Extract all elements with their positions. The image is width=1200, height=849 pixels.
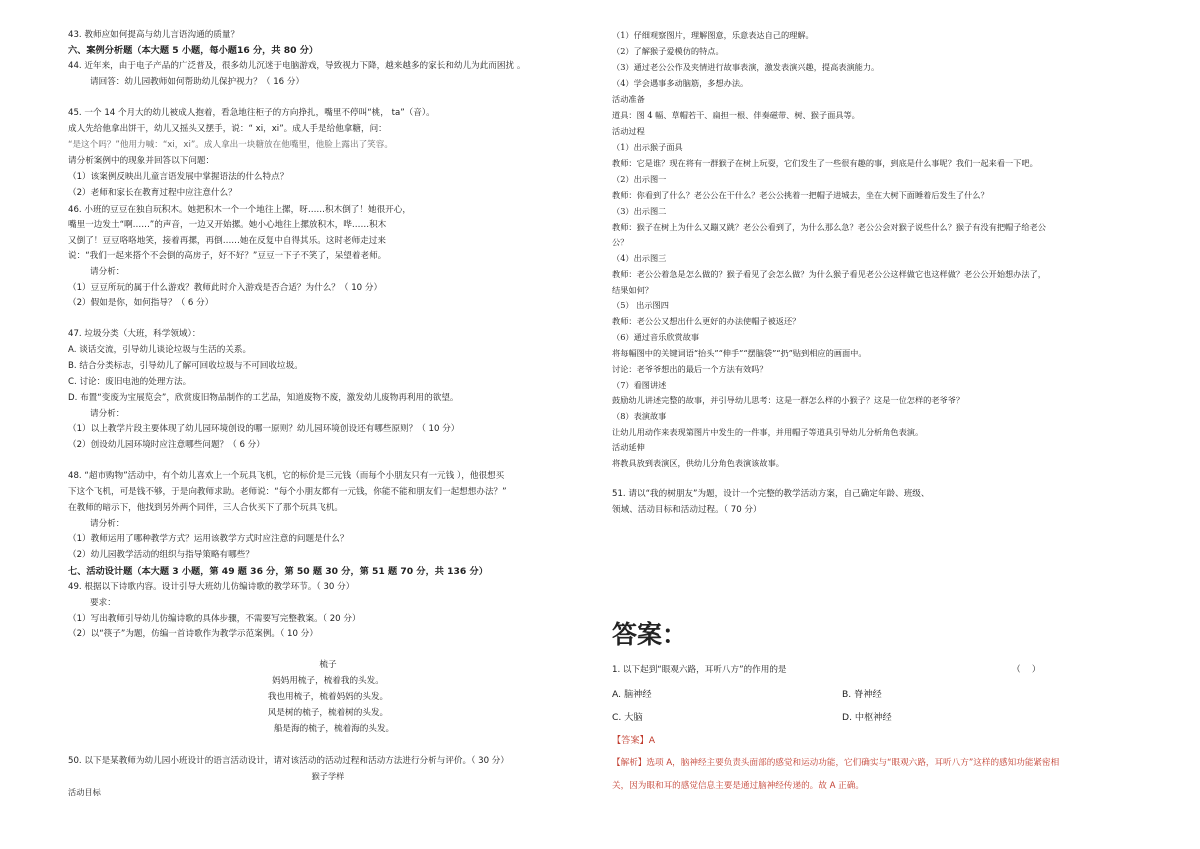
question-48-line2: 下这个飞机，可是钱不够，于是向教师求助。老师说：“每个小朋友都有一元钱，你能不能和朋友们一起想想办法？” xyxy=(68,487,507,497)
step-2: （2）出示图一 xyxy=(612,174,667,184)
answer-key: 【答案】A xyxy=(612,735,656,746)
question-46-sub1: （1）豆豆所玩的属于什么游戏？教师此时介入游戏是否合适？为什么？（ 10 分） xyxy=(68,283,383,293)
question-51-line2: 领域、活动目标和活动过程。（ 70 分） xyxy=(612,505,762,515)
step-4: （4）出示图三 xyxy=(612,253,667,263)
poem-line-4: 船是海的梳子，梳着海的头发。 xyxy=(273,724,395,734)
step-7: （7）看图讲述 xyxy=(612,380,667,390)
step-7-text: 鼓励幼儿讲述完整的故事，并引导幼儿思考：这是一群怎么样的小猴子？这是一位怎样的老爷爷？ xyxy=(612,395,965,405)
question-45-sub1: （1）该案例反映出儿童言语发展中掌握语法的什么特点？ xyxy=(68,172,289,182)
question-50-title: 猴子学样 xyxy=(311,771,345,781)
answer-heading: 答案： xyxy=(612,620,688,649)
question-47-d: D. 布置“变废为宝展览会”，欣赏废旧物品制作的工艺品，知道废物不废，激发幼儿废物再利用的欲望。 xyxy=(68,393,459,403)
extension-heading: 活动延伸 xyxy=(612,442,645,452)
goal-1: （1）仔细观察图片，理解图意，乐意表达自己的理解。 xyxy=(612,30,814,40)
question-46-prompt: 请分析： xyxy=(90,267,125,277)
question-47-a: A. 谈话交流，引导幼儿谈论垃圾与生活的关系。 xyxy=(68,345,252,355)
section-7-heading: 七、活动设计题（本大题 3 小题，第 49 题 36 分，第 50 题 30 分，第 51 题 70 分，共 136 分） xyxy=(68,566,488,577)
step-4-teacher-cont: 结果如何？ xyxy=(612,285,653,295)
goal-4: （4）学会遇事多动脑筋，多想办法。 xyxy=(612,78,749,88)
goal-2: （2）了解猴子爱模仿的特点。 xyxy=(612,46,724,56)
prep-heading: 活动准备 xyxy=(612,94,645,104)
question-44-line1: 44. 近年来，由于电子产品的广泛普及，很多幼儿沉迷于电脑游戏，导致视力下降，越来越多的家长和幼儿为此而困扰 。 xyxy=(68,61,526,71)
question-46-sub2: （2）假如是你，如何指导？（ 6 分） xyxy=(68,298,214,308)
step-8: （8）表演故事 xyxy=(612,411,667,421)
poem-line-3: 风是树的梳子，梳着树的头发。 xyxy=(267,708,389,718)
question-47-b: B. 结合分类标志，引导幼儿了解可回收垃圾与不可回收垃圾。 xyxy=(68,361,303,371)
question-48-prompt: 请分析： xyxy=(90,519,125,529)
step-3: （3）出示图二 xyxy=(612,206,667,216)
goal-3: （3）通过老公公作及夹情进行故事表演，激发表演兴趣，提高表演能力。 xyxy=(612,62,880,72)
section-6-heading: 六、案例分析题（本大题 5 小题，每小题16 分，共 80 分） xyxy=(68,45,319,56)
poem-title: 梳子 xyxy=(319,660,337,670)
step-3-teacher: 教师：猴子在树上为什么又蹦又跳？老公公看到了，为什么那么急？老公公会对猴子说些什么？猴子有没有把帽子给老公 xyxy=(612,222,1046,232)
step-2-teacher: 教师：你看到了什么？老公公在干什么？老公公挑着一把帽子进城去，坐在大树下面睡着后发生了什么？ xyxy=(612,190,989,200)
question-50-goal: 活动目标 xyxy=(68,787,101,797)
prep-props: 道具：图 4 幅、草帽若干、扁担一根、伴奏磁带、树、猴子面具等。 xyxy=(612,110,860,120)
question-45-sub2: （2）老师和家长在教育过程中应注意什么？ xyxy=(68,188,237,198)
question-48-sub2: （2）幼儿园教学活动的组织与指导策略有哪些？ xyxy=(68,550,254,560)
question-49-sub1: （1）写出教师引导幼儿仿编诗歌的具体步骤，不需要写完整教案。（ 20 分） xyxy=(68,614,361,624)
option-b: B. 脊神经 xyxy=(842,689,882,700)
step-8-text: 让幼儿用动作来表现第图片中发生的一件事，并用帽子等道具引导幼儿分析角色表演。 xyxy=(612,427,924,437)
explanation-line2: 关，因为眼和耳的感觉信息主要是通过脑神经传递的。故 A 正确。 xyxy=(612,781,864,791)
question-46-line3: 又倒了！豆豆咯咯地笑，接着再摞，再倒……她在反复中自得其乐。这时老师走过来 xyxy=(68,236,386,246)
question-48-line1: 48. “超市购物”活动中，有个幼儿喜欢上一个玩具飞机，它的标价是三元钱（而每个小朋友只有一元钱 ），他很想买 xyxy=(68,471,505,481)
step-5: （5） 出示图四 xyxy=(612,300,669,310)
question-49-req: 要求： xyxy=(90,598,116,608)
question-47-c: C. 讨论：废旧电池的处理方法。 xyxy=(68,377,192,387)
question-50-line1: 50. 以下是某教师为幼儿园小班设计的语言活动设计，请对该活动的活动过程和活动方法进行分析与评价。（ 30 分） xyxy=(68,756,509,766)
question-48-line3: 在教师的暗示下，他找到另外两个同伴，三人合伙买下了那个玩具飞机。 xyxy=(68,503,344,513)
process-heading: 活动过程 xyxy=(612,126,645,136)
question-49-sub2: （2）以“筷子”为题，仿编一首诗歌作为教学示范案例。（ 10 分） xyxy=(68,629,318,639)
step-1: （1）出示猴子面具 xyxy=(612,142,683,152)
question-45-line1: 45. 一个 14 个月大的幼儿被成人抱着，看急地往柜子的方向挣扎，嘴里不停叫“桃， ta”（音）。 xyxy=(68,108,435,118)
question-49-line1: 49. 根据以下诗歌内容。设计引导大班幼儿仿编诗歌的教学环节。（ 30 分） xyxy=(68,582,355,592)
explanation-line1: 【解析】选项 A，脑神经主要负责头面部的感觉和运动功能，它们确实与“眼观六路，耳听八方”这样的感知功能紧密相 xyxy=(612,758,1060,768)
option-c: C. 大脑 xyxy=(612,712,643,723)
step-3-teacher-cont: 公？ xyxy=(612,237,629,247)
step-6-discuss: 讨论：老爷爷想出的最后一个方法有效吗？ xyxy=(612,364,768,374)
extension-text: 将教具放到表演区，供幼儿分角色表演该故事。 xyxy=(612,458,784,468)
step-1-teacher: 教师：它是谁？现在将有一群猴子在树上玩耍，它们发生了一些很有趣的事，到底是什么事呢？我们一起来看一下吧。 xyxy=(612,158,1038,168)
question-46-line1: 46. 小班的豆豆在独自玩积木。她把积木一个一个地往上摞，呀……积木倒了！她很开心， xyxy=(68,205,411,215)
question-44-line2: 请回答：幼儿园教师如何帮助幼儿保护视力？（ 16 分） xyxy=(90,77,305,87)
step-5-teacher: 教师：老公公又想出什么更好的办法使帽子被返还？ xyxy=(612,316,801,326)
question-45-line3: “是这个吗？”他用力喊：“xi，xi”。成人拿出一块糖放在他嘴里，他脸上露出了笑容。 xyxy=(68,140,393,150)
question-43: 43. 教师应如何提高与幼儿言语沟通的质量？ xyxy=(68,30,240,40)
question-51-line1: 51. 请以“我的树朋友”为题，设计一个完整的教学活动方案，自己确定年龄、班级、 xyxy=(612,489,930,499)
option-a: A. 脑神经 xyxy=(612,689,652,700)
question-46-line2: 嘴里一边发土“啊……”的声音，一边又开始摞。她小心地往上摞放积木，哗……积木 xyxy=(68,220,387,230)
question-45-line4: 请分析案例中的现象并回答以下问题： xyxy=(68,156,215,166)
question-48-sub1: （1）教师运用了哪种教学方式？运用该教学方式时应注意的问题是什么？ xyxy=(68,534,349,544)
option-d: D. 中枢神经 xyxy=(842,712,892,723)
question-47-prompt: 请分析： xyxy=(90,409,125,419)
poem-line-1: 妈妈用梳子，梳着我的头发。 xyxy=(272,676,384,686)
question-47-title: 47. 垃圾分类（大班，科学领域）： xyxy=(68,329,201,339)
question-47-sub1: （1）以上教学片段主要体现了幼儿园环境创设的哪一原则？幼儿园环境创设还有哪些原则？（ 10 分） xyxy=(68,424,460,434)
answer-1-paren: （ ） xyxy=(1012,665,1041,675)
step-6-text: 将每幅图中的关键词语“抬头”“伸手”“摆脑袋”“扔”贴到相应的画面中。 xyxy=(612,348,867,358)
step-6: （6）通过音乐欣赏故事 xyxy=(612,332,700,342)
step-4-teacher: 教师：老公公着急是怎么做的？猴子看见了会怎么做？为什么猴子看见老公公这样做它也这样做？老公公开始想办法了， xyxy=(612,269,1046,279)
question-46-line4: 说：“我们一起来搭个不会倒的高房子，好不好？”豆豆一下子不笑了，呆望着老师。 xyxy=(68,251,387,261)
question-47-sub2: （2）创设幼儿园环境时应注意哪些问题？（ 6 分） xyxy=(68,440,265,450)
answer-1-question: 1. 以下起到“眼观六路，耳听八方”的作用的是 xyxy=(612,665,787,675)
question-45-line2: 成人先给他拿出饼干，幼儿又摇头又摆手，说：“ xi，xi”。成人手是给他拿糖，问： xyxy=(68,124,387,134)
poem-line-2: 我也用梳子，梳着妈妈的头发。 xyxy=(267,692,389,702)
